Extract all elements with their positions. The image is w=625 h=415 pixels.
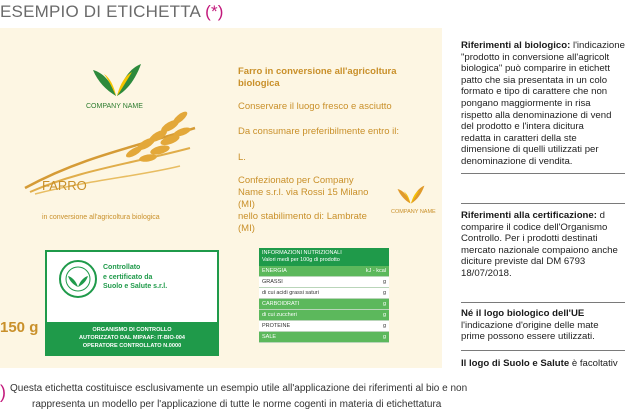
nutrition-row-name: di cui zuccheri	[262, 312, 297, 318]
divider	[461, 350, 625, 351]
nutrition-row	[259, 277, 389, 288]
divider	[461, 302, 625, 303]
page-title	[0, 2, 224, 22]
lot-text: L.	[238, 152, 246, 163]
packed-line-3: (MI)	[238, 199, 255, 210]
suolo-logo-paragraph	[461, 358, 618, 370]
suolo-salute-seal-icon	[58, 259, 98, 299]
cert-ref-line-1: d	[596, 210, 605, 221]
packed-line-2: Name s.r.l. via Rossi 15 Milano	[238, 187, 369, 198]
cert-band-line-3: OPERATORE CONTROLLATO N.0000	[82, 343, 182, 349]
best-before-text: Da consumare preferibilmente entro il:	[238, 126, 400, 137]
nutrition-row-value: g	[382, 334, 386, 340]
bio-line-10: dimensione di quelli utilizzati per	[461, 144, 599, 156]
cert-line-2: e certificato da	[103, 273, 153, 281]
nutrition-row-name: CARBOIDRATI	[262, 301, 300, 307]
eu-logo-line-3: prime possono essere utilizzati.	[461, 331, 595, 343]
nutrition-header-sub: Valori medi per 100g di prodotto	[262, 257, 340, 263]
suolo-logo-heading: Il logo di Suolo e Salute	[461, 358, 570, 369]
footnote-line-2: rappresenta un modello per l'applicazione di tutte le norme cogenti in materia di etichettatura	[32, 399, 442, 410]
nutrition-row-name: SALE	[262, 334, 277, 340]
nutrition-row	[259, 321, 389, 332]
eu-logo-paragraph	[461, 308, 599, 343]
bio-line-6: pongano maggiormente in risa	[461, 97, 591, 109]
company-logo-icon	[92, 60, 142, 98]
label-line-2: biologica	[238, 78, 280, 89]
packed-line-1: Confezionato per Company	[238, 175, 354, 186]
product-subtitle: in conversione all'agricoltura biologica	[42, 214, 160, 221]
nutrition-row	[259, 266, 389, 277]
plant-line-1: nello stabilimento di: Lambrate	[238, 211, 367, 222]
nutrition-row-value: g	[382, 301, 386, 307]
nutrition-row-name: ENERGIA	[262, 268, 287, 274]
cert-ref-line-6: 18/07/2018.	[461, 267, 512, 279]
bio-line-8: del prodotto e l'intera dicitura	[461, 121, 584, 133]
eu-logo-heading: Né il logo biologico dell'UE	[461, 308, 585, 319]
nutrition-row	[259, 310, 389, 321]
certification-text	[103, 263, 167, 292]
product-name: FARRO	[42, 178, 87, 193]
net-weight: 150 g	[0, 319, 39, 336]
cert-ref-line-3: Controllo. Per i prodotti destinati	[461, 233, 598, 245]
bio-reference-heading: Riferimenti al biologico:	[461, 40, 571, 51]
bio-line-3: biologica" può comparire in etichett	[461, 63, 610, 75]
nutrition-row-value: g	[382, 279, 386, 285]
nutrition-header	[259, 248, 389, 266]
company-name-small: COMPANY NAME	[391, 209, 436, 215]
bio-line-11: denominazione di vendita.	[461, 155, 573, 167]
cert-ref-line-5: diciture previste dal DM 6793	[461, 256, 586, 268]
certification-reference-paragraph	[461, 210, 618, 280]
nutrition-table	[259, 248, 389, 343]
nutrition-row	[259, 332, 389, 343]
suolo-logo-tail: è facoltativ	[569, 358, 618, 369]
bio-line-9: redatta in caratteri della ste	[461, 132, 577, 144]
cert-ref-line-2: comparire il codice dell'Organismo	[461, 221, 608, 233]
nutrition-header-title: INFORMAZIONI NUTRIZIONALI	[262, 250, 342, 256]
nutrition-row-value: g	[382, 312, 386, 318]
cert-reference-heading: Riferimenti alla certificazione:	[461, 210, 597, 221]
divider	[461, 173, 625, 174]
nutrition-row-name: PROTEINE	[262, 323, 291, 329]
storage-text: Conservare il luogo fresco e asciutto	[238, 101, 392, 112]
nutrition-rows	[259, 266, 389, 343]
nutrition-row	[259, 299, 389, 310]
footnote-line-1: Questa etichetta costituisce esclusivamente un esempio utile all'applicazione dei riferimenti al bio e non	[10, 383, 468, 394]
eu-logo-line-2: l'indicazione d'origine delle mate	[461, 319, 599, 331]
nutrition-row-name: di cui acidi grassi saturi	[262, 290, 319, 296]
nutrition-row-value: kJ - kcal	[365, 268, 386, 274]
bio-line-1: l'indicazione	[570, 40, 625, 51]
cert-line-1: Controllato	[103, 264, 141, 271]
title-asterisk-mark: (*)	[205, 2, 224, 21]
page-title-text: ESEMPIO DI ETICHETTA	[0, 2, 201, 21]
label-line-1: Farro in conversione all'agricoltura	[238, 66, 397, 77]
plant-line-2: (MI)	[238, 223, 255, 234]
cert-line-3: Suolo e Salute s.r.l.	[103, 283, 168, 290]
nutrition-row-name: GRASSI	[262, 279, 283, 285]
bio-reference-paragraph	[461, 40, 625, 168]
nutrition-row	[259, 288, 389, 299]
certification-band	[45, 322, 219, 356]
nutrition-row-value: g	[382, 323, 386, 329]
cert-band-line-2: AUTORIZZATO DAL MIPAAF: IT-BIO-004	[78, 335, 186, 341]
bio-line-5: formato e tipo di carattere che non	[461, 86, 608, 98]
divider	[461, 203, 625, 204]
footnote-mark: )	[0, 382, 6, 402]
nutrition-row-value: g	[382, 290, 386, 296]
bio-line-4: patto che sia presentata in un colo	[461, 74, 608, 86]
company-logo-small-icon	[397, 183, 425, 205]
bio-line-2: "prodotto in conversione all'agricolt	[461, 51, 610, 63]
company-name: COMPANY NAME	[86, 103, 143, 110]
bio-line-7: rispetto alla denominazione di vend	[461, 109, 612, 121]
cert-band-line-1: ORGANISMO DI CONTROLLO	[92, 327, 172, 333]
cert-ref-line-4: mercato nazionale compaiono anche	[461, 244, 618, 256]
